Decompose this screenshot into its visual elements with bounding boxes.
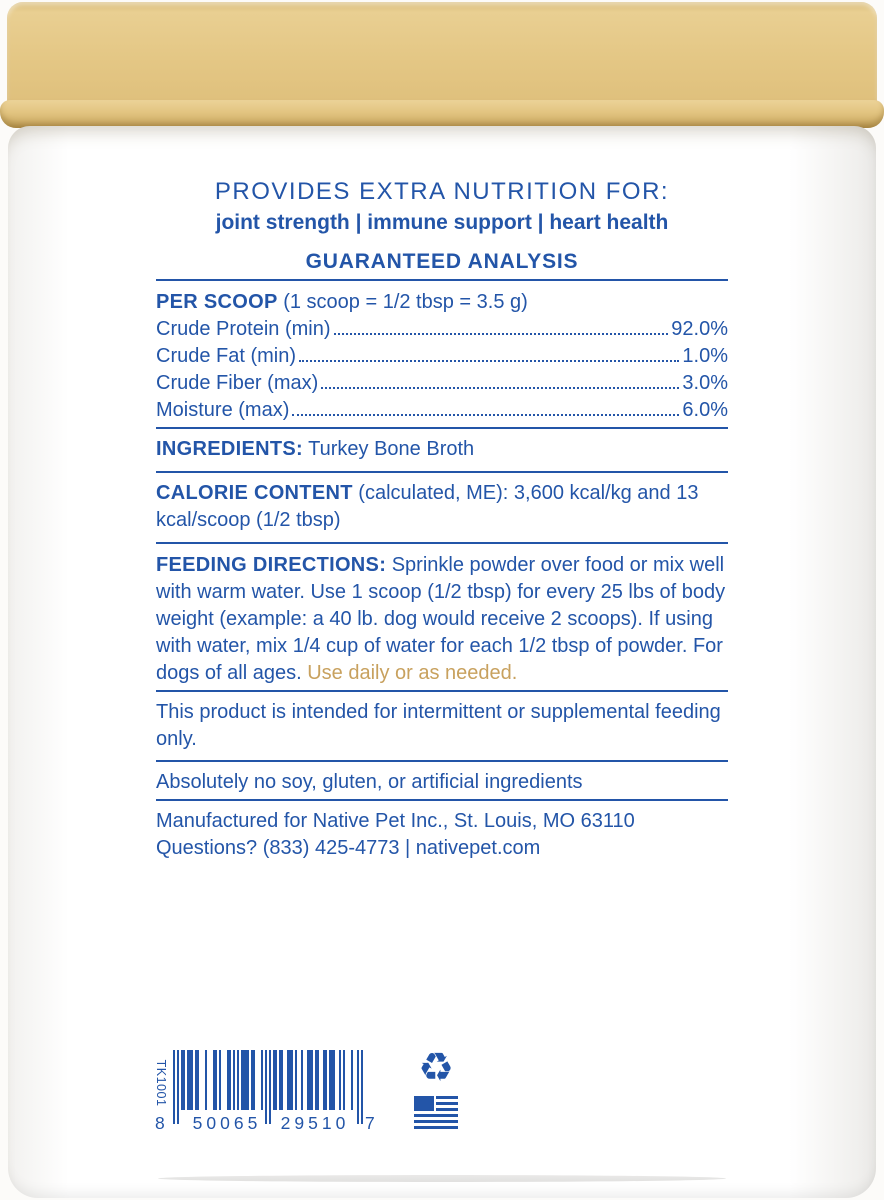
usa-flag-icon: [414, 1096, 458, 1130]
feeding-text: Sprinkle powder over food or mix well with warm water. Use 1 scoop (1/2 tbsp) for every 25 lbs of body weight (example: a 40 lb. dog would receive 2 scoops). If using with water, mix 1/4 cup of water for each 1/2 tbsp of powder. For dogs of all ages.: [156, 554, 726, 684]
intermittent-feeding-note: This product is intended for intermittent or supplemental feeding only.: [156, 701, 721, 750]
no-artificial-note: Absolutely no soy, gluten, or artificial ingredients: [156, 771, 583, 793]
analysis-name: Crude Fiber (max): [156, 372, 319, 394]
divider: [156, 471, 728, 473]
barcode-digits: 50065: [192, 1113, 262, 1133]
divider: [156, 427, 728, 429]
container-lid-rim: [0, 100, 884, 128]
nutrition-heading: PROVIDES EXTRA NUTRITION FOR:: [214, 178, 670, 205]
analysis-row: [156, 343, 728, 370]
dot-leader: [321, 387, 679, 389]
divider: [156, 799, 728, 801]
barcode-digit: 8: [155, 1113, 165, 1133]
per-scoop-note: (1 scoop = 1/2 tbsp = 3.5 g): [283, 291, 528, 313]
manufacturer-line: Manufactured for Native Pet Inc., St. Louis, MO 63110: [156, 810, 635, 832]
barcode: [153, 1050, 383, 1142]
analysis-value: 92.0%: [671, 318, 728, 340]
analysis-name: Crude Protein (min): [156, 318, 331, 340]
contact-line: Questions? (833) 425-4773 | nativepet.com: [156, 837, 541, 859]
ingredients-line: [156, 436, 728, 463]
analysis-value: 1.0%: [682, 345, 728, 367]
container-base-shadow: [158, 1175, 726, 1182]
divider: [156, 542, 728, 544]
calorie-content: [156, 480, 728, 534]
analysis-value: 6.0%: [682, 399, 728, 421]
dot-leader: [299, 360, 679, 362]
feeding-highlight: Use daily or as needed.: [307, 662, 518, 684]
analysis-row: [156, 397, 728, 424]
divider: [156, 279, 728, 281]
label-content: [156, 178, 728, 862]
barcode-digit: 7: [365, 1113, 375, 1133]
ingredients-value: Turkey Bone Broth: [308, 438, 475, 460]
analysis-name: Crude Fat (min): [156, 345, 297, 367]
sku-code: TK1001: [154, 1059, 168, 1107]
analysis-value: 3.0%: [682, 372, 728, 394]
benefits-line: joint strength | immune support | heart health: [215, 211, 669, 234]
divider: [156, 690, 728, 692]
calorie-label: CALORIE CONTENT: [156, 482, 353, 504]
feeding-directions: [156, 552, 728, 687]
divider: [156, 760, 728, 762]
per-scoop-line: [156, 289, 728, 316]
analysis-name: Moisture (max): [156, 399, 290, 421]
container-lid: [7, 2, 877, 104]
barcode-digits: 29510: [280, 1113, 350, 1133]
barcode-bar: [361, 1050, 363, 1124]
dot-leader: [334, 333, 669, 335]
per-scoop-label: PER SCOOP: [156, 291, 278, 313]
dot-leader: [292, 414, 679, 416]
analysis-row: [156, 370, 728, 397]
feeding-label: FEEDING DIRECTIONS:: [156, 554, 387, 576]
recycle-icon: ♻: [418, 1046, 454, 1090]
package-marks: [408, 1046, 464, 1135]
guaranteed-analysis-title: GUARANTEED ANALYSIS: [305, 250, 579, 273]
analysis-row: [156, 316, 728, 343]
ingredients-label: INGREDIENTS:: [156, 438, 303, 460]
calorie-text: (calculated, ME): 3,600 kcal/kg and 13 kcal/scoop (1/2 tbsp): [156, 482, 699, 531]
